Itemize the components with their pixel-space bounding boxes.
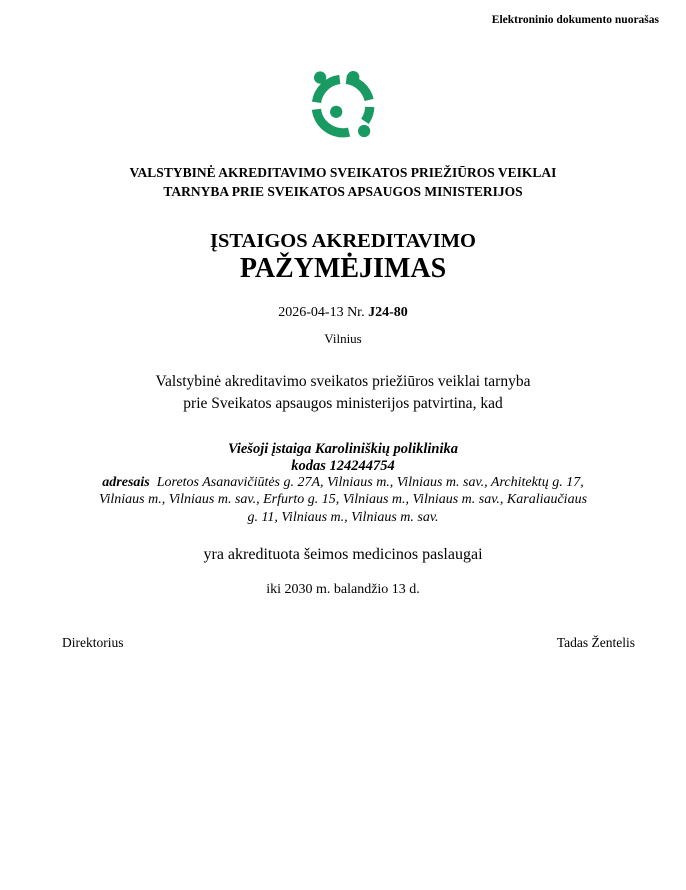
date-and-number-line xyxy=(0,305,686,321)
signer-role: Direktorius xyxy=(62,634,124,650)
signer-name: Tadas Žentelis xyxy=(556,634,635,650)
confirmation-statement-line-2: prie Sveikatos apsaugos ministerijos patvirtina, kad xyxy=(183,394,503,412)
document-title-line-1: ĮSTAIGOS AKREDITAVIMO xyxy=(210,230,476,252)
document-title-line-2: PAŽYMĖJIMAS xyxy=(239,253,447,284)
document-title xyxy=(0,229,686,284)
institution-address-line-1 xyxy=(0,474,686,491)
city-label: Vilnius xyxy=(324,331,362,346)
document-date: 2026-04-13 Nr. xyxy=(278,305,369,320)
logo-head-top-right xyxy=(347,71,359,83)
institution-name: Viešoji įstaiga Karoliniškių poliklinika xyxy=(227,441,459,457)
confirmation-statement-line-1: Valstybinė akreditavimo sveikatos priežiūros veiklai tarnyba xyxy=(155,373,531,390)
people-circle-logo-icon xyxy=(304,69,382,143)
address-text-1: Loretos Asanavičiūtės g. 27A, Vilniaus m., Vilniaus m. sav., Architektų g. 17, xyxy=(156,475,584,490)
logo-head-top-left xyxy=(314,71,326,83)
logo-arc-bottom-right xyxy=(365,107,370,121)
agency-name-line-2: TARNYBA PRIE SVEIKATOS APSAUGOS MINISTERIJOS xyxy=(163,184,523,199)
confirmation-statement xyxy=(0,371,686,414)
logo-container xyxy=(0,69,686,143)
institution-address-line-3: g. 11, Vilniaus m., Vilniaus m. sav. xyxy=(247,509,439,525)
address-label: adresais xyxy=(102,475,150,490)
document-number: J24-80 xyxy=(368,305,408,320)
institution-block xyxy=(0,441,686,526)
logo-arc-top-right xyxy=(346,79,369,100)
accredited-service-line: yra akredituota šeimos medicinos paslaugai xyxy=(203,545,483,563)
signature-row xyxy=(0,635,686,651)
electronic-copy-note: Elektroninio dokumento nuorašas xyxy=(491,14,659,26)
valid-until-line: iki 2030 m. balandžio 13 d. xyxy=(266,581,420,597)
institution-address-line-2: Vilniaus m., Vilniaus m. sav., Erfurto g. 15, Vilniaus m., Vilniaus m. sav., Karaliaučiaus xyxy=(98,492,588,508)
agency-name-header xyxy=(0,163,686,201)
logo-head-center-left xyxy=(330,106,342,118)
logo-head-bottom-right xyxy=(358,125,370,137)
agency-name-line-1: VALSTYBINĖ AKREDITAVIMO SVEIKATOS PRIEŽIŪROS VEIKLAI xyxy=(129,165,557,180)
institution-code: kodas 124244754 xyxy=(291,457,395,474)
